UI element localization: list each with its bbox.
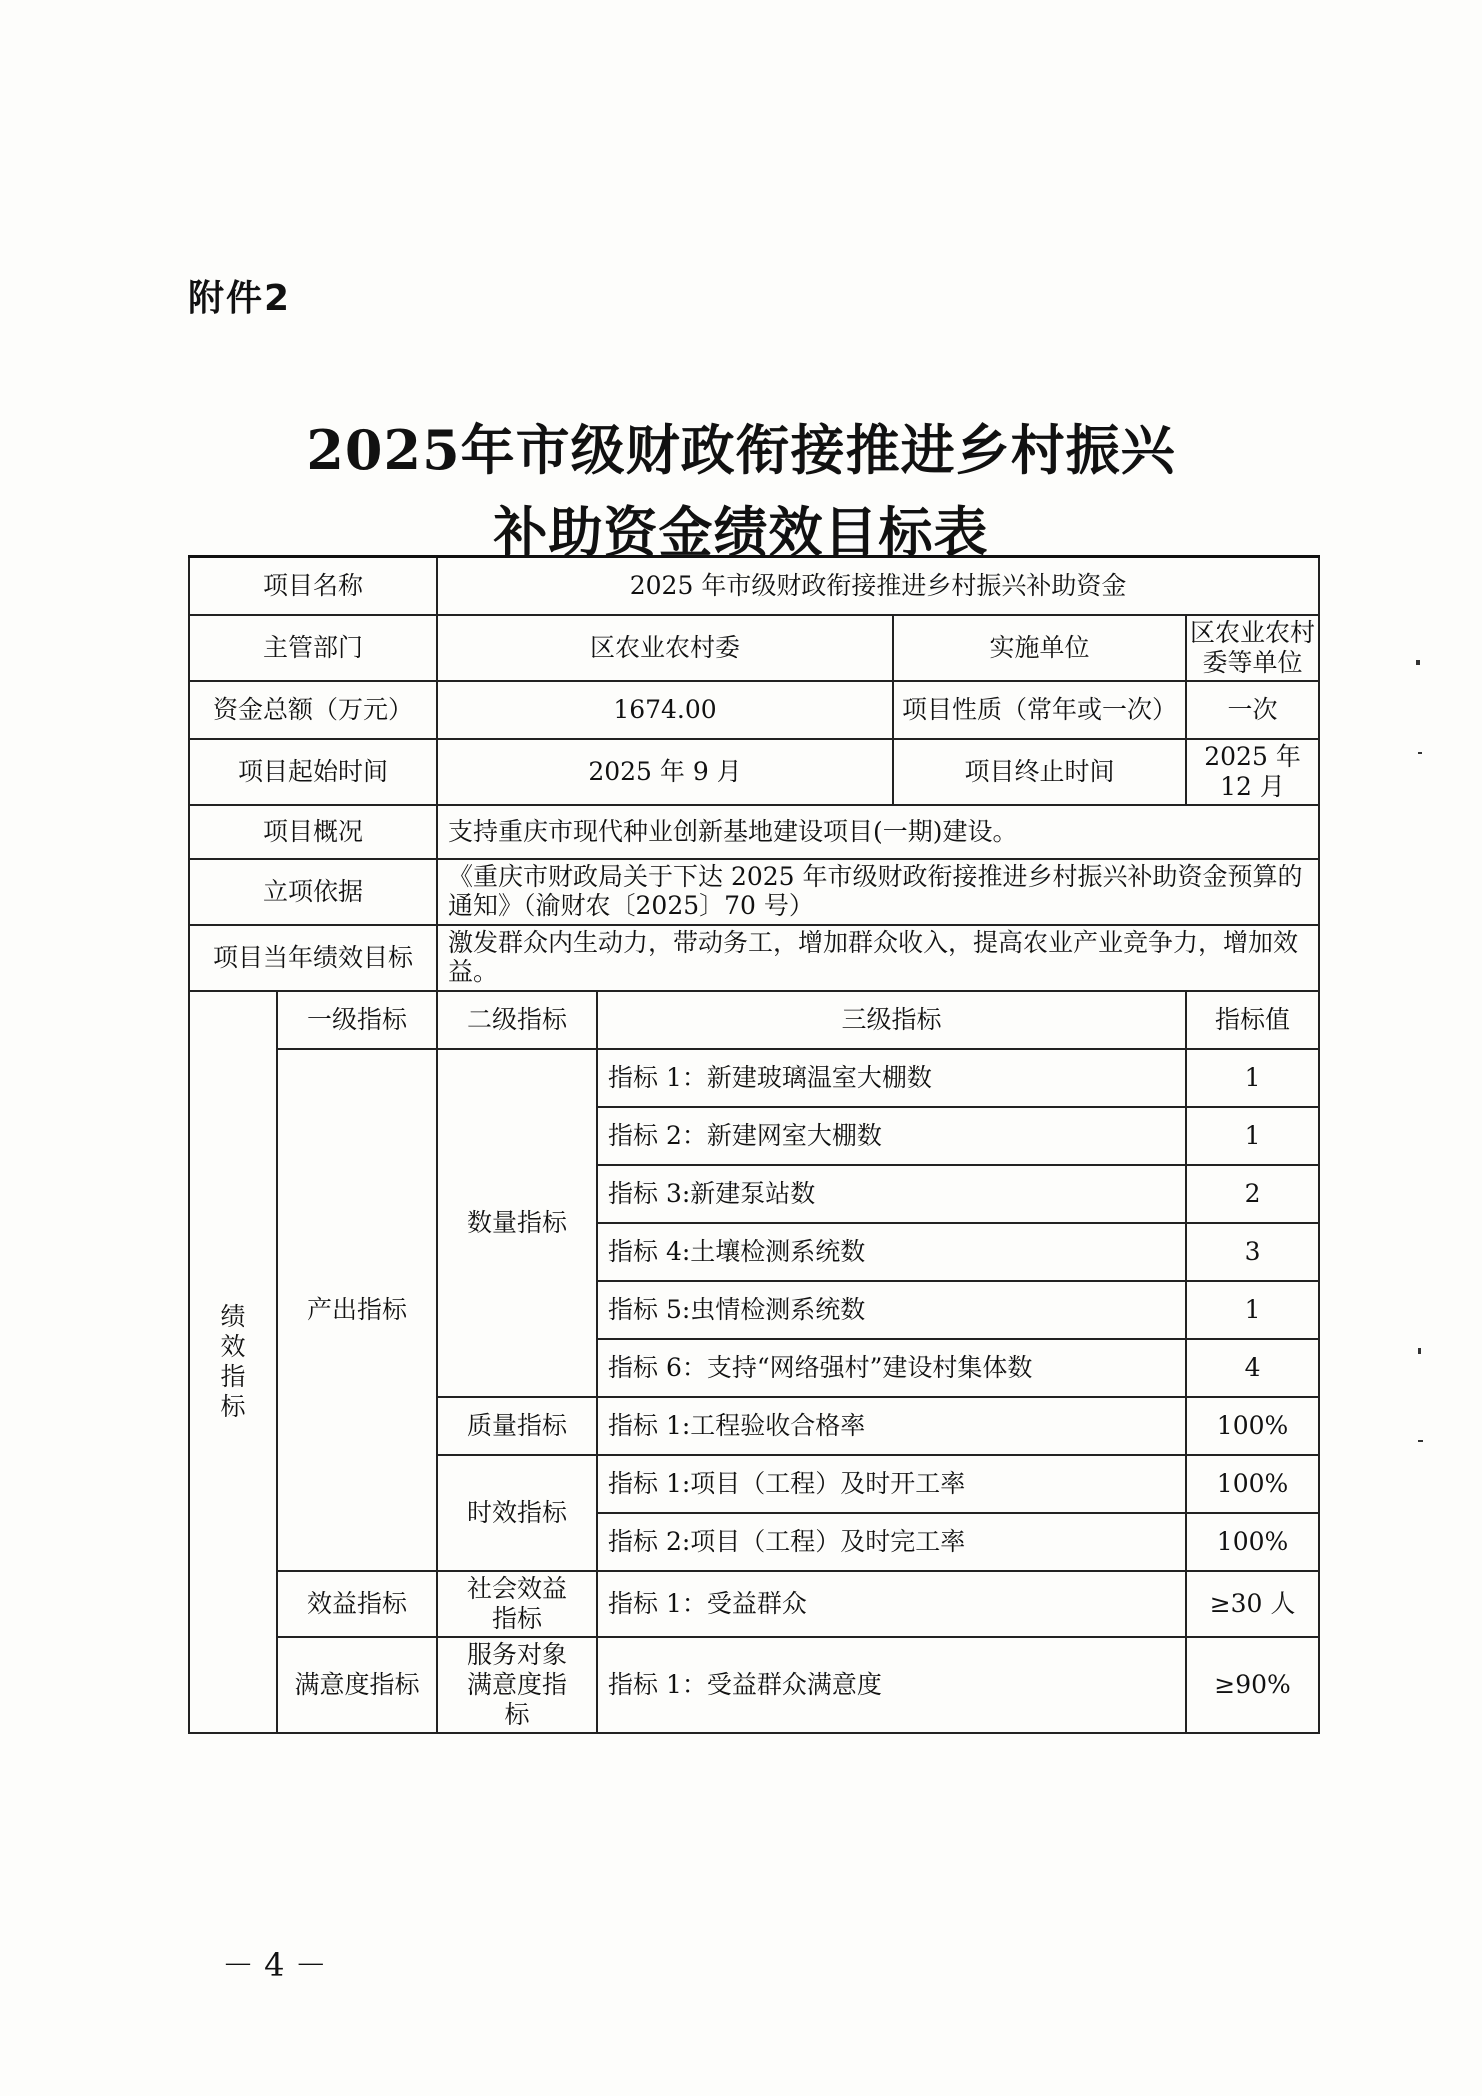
funds-label: 资金总额（万元） bbox=[189, 681, 437, 739]
col-level2-header: 二级指标 bbox=[437, 991, 597, 1049]
impl-label: 实施单位 bbox=[893, 615, 1186, 681]
row-goal bbox=[189, 925, 1319, 991]
project-name-label: 项目名称 bbox=[189, 557, 437, 615]
scan-speck bbox=[1418, 752, 1422, 754]
quality-item-name: 指标 1:工程验收合格率 bbox=[597, 1397, 1186, 1455]
overview-value: 支持重庆市现代种业创新基地建设项目(一期)建设。 bbox=[437, 805, 1319, 859]
overview-label: 项目概况 bbox=[189, 805, 437, 859]
goal-value: 激发群众内生动力，带动务工，增加群众收入，提高农业产业竞争力，增加效益。 bbox=[437, 925, 1319, 991]
goal-label: 项目当年绩效目标 bbox=[189, 925, 437, 991]
table-row bbox=[189, 1049, 1319, 1107]
basis-label: 立项依据 bbox=[189, 859, 437, 925]
basis-value: 《重庆市财政局关于下达 2025 年市级财政衔接推进乡村振兴补助资金预算的通知》（渝财农〔2025〕70 号） bbox=[437, 859, 1319, 925]
row-project-name bbox=[189, 557, 1319, 615]
table-row bbox=[189, 1637, 1319, 1733]
quantity-item-name: 指标 3:新建泵站数 bbox=[597, 1165, 1186, 1223]
timeliness-item-name: 指标 1:项目（工程）及时开工率 bbox=[597, 1455, 1186, 1513]
timeliness-indicators-label: 时效指标 bbox=[437, 1455, 597, 1571]
dept-value: 区农业农村委 bbox=[437, 615, 893, 681]
end-label: 项目终止时间 bbox=[893, 739, 1186, 805]
quantity-item-value: 2 bbox=[1186, 1165, 1319, 1223]
start-value: 2025 年 9 月 bbox=[437, 739, 893, 805]
impl-value: 区农业农村委等单位 bbox=[1186, 615, 1319, 681]
start-label: 项目起始时间 bbox=[189, 739, 437, 805]
row-department bbox=[189, 615, 1319, 681]
quantity-item-value: 1 bbox=[1186, 1107, 1319, 1165]
row-funds bbox=[189, 681, 1319, 739]
quantity-item-value: 3 bbox=[1186, 1223, 1319, 1281]
col-value-header: 指标值 bbox=[1186, 991, 1319, 1049]
quantity-item-value: 1 bbox=[1186, 1281, 1319, 1339]
quantity-item-value: 4 bbox=[1186, 1339, 1319, 1397]
quantity-item-name: 指标 5:虫情检测系统数 bbox=[597, 1281, 1186, 1339]
satisfaction-item-name: 指标 1：受益群众满意度 bbox=[597, 1637, 1186, 1733]
satisfaction-item-value: ≥90% bbox=[1186, 1637, 1319, 1733]
col-level1-header: 一级指标 bbox=[277, 991, 437, 1049]
nature-label: 项目性质（常年或一次） bbox=[893, 681, 1186, 739]
row-dates bbox=[189, 739, 1319, 805]
row-indicator-header bbox=[189, 991, 1319, 1049]
timeliness-item-value: 100% bbox=[1186, 1513, 1319, 1571]
quantity-item-name: 指标 6：支持“网络强村”建设村集体数 bbox=[597, 1339, 1186, 1397]
project-name-value: 2025 年市级财政衔接推进乡村振兴补助资金 bbox=[437, 557, 1319, 615]
attachment-label: 附件2 bbox=[188, 278, 292, 319]
quantity-item-name: 指标 4:土壤检测系统数 bbox=[597, 1223, 1186, 1281]
output-indicators-label: 产出指标 bbox=[277, 1049, 437, 1571]
funds-value: 1674.00 bbox=[437, 681, 893, 739]
timeliness-item-name: 指标 2:项目（工程）及时完工率 bbox=[597, 1513, 1186, 1571]
social-benefit-label: 社会效益指标 bbox=[437, 1571, 597, 1637]
quantity-item-value: 1 bbox=[1186, 1049, 1319, 1107]
document-title-line1: 2025年市级财政衔接推进乡村振兴 bbox=[306, 418, 1176, 482]
document-title-line2: 补助资金绩效目标表 bbox=[493, 500, 989, 564]
social-item-name: 指标 1：受益群众 bbox=[597, 1571, 1186, 1637]
satisfaction-indicators-label: 满意度指标 bbox=[277, 1637, 437, 1733]
scan-speck bbox=[1416, 660, 1420, 665]
row-basis bbox=[189, 859, 1319, 925]
performance-target-table bbox=[188, 555, 1320, 1734]
quality-indicators-label: 质量指标 bbox=[437, 1397, 597, 1455]
quantity-item-name: 指标 2：新建网室大棚数 bbox=[597, 1107, 1186, 1165]
end-value: 2025 年 12 月 bbox=[1186, 739, 1319, 805]
scan-speck bbox=[1418, 1440, 1423, 1442]
table-row bbox=[189, 1571, 1319, 1637]
social-item-value: ≥30 人 bbox=[1186, 1571, 1319, 1637]
quantity-indicators-label: 数量指标 bbox=[437, 1049, 597, 1397]
dept-label: 主管部门 bbox=[189, 615, 437, 681]
service-satisfaction-label: 服务对象满意度指标 bbox=[437, 1637, 597, 1733]
col-level3-header: 三级指标 bbox=[597, 991, 1186, 1049]
quality-item-value: 100% bbox=[1186, 1397, 1319, 1455]
perf-indicators-label: 绩效指标 bbox=[189, 991, 277, 1733]
timeliness-item-value: 100% bbox=[1186, 1455, 1319, 1513]
benefit-indicators-label: 效益指标 bbox=[277, 1571, 437, 1637]
quantity-item-name: 指标 1：新建玻璃温室大棚数 bbox=[597, 1049, 1186, 1107]
page-number: － 4 － bbox=[222, 1946, 327, 1984]
nature-value: 一次 bbox=[1186, 681, 1319, 739]
row-overview bbox=[189, 805, 1319, 859]
scan-speck bbox=[1418, 1348, 1421, 1354]
